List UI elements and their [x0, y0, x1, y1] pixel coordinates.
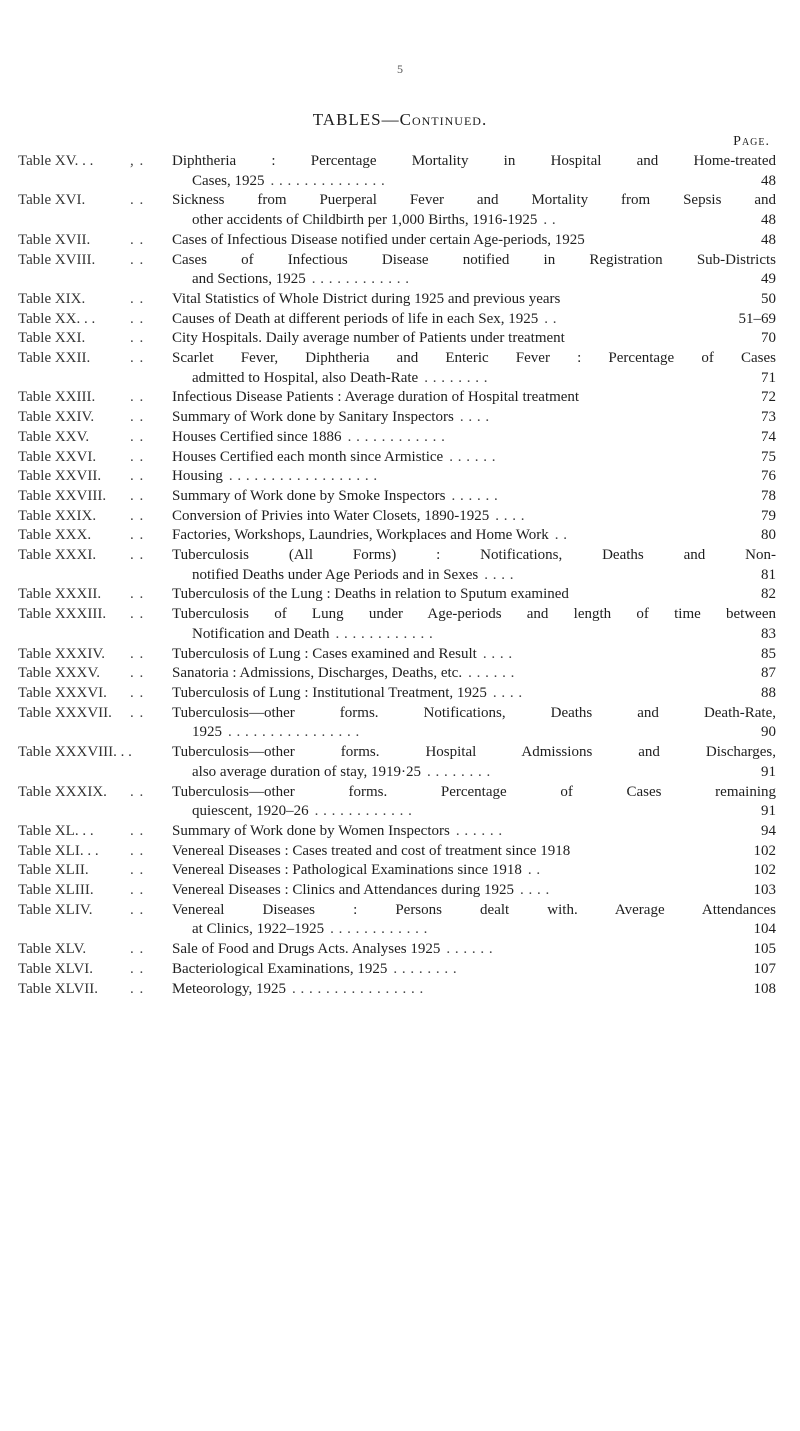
separator-dots: . .: [130, 428, 145, 445]
toc-entry: [18, 290, 776, 310]
toc-entry: [18, 408, 776, 428]
description-text: Meteorology, 1925: [172, 980, 287, 997]
page-number: 5: [397, 62, 403, 76]
table-number: Table XXII.: [18, 350, 91, 367]
table-number: Table XXXI.: [18, 547, 97, 564]
separator-dots: . .: [130, 645, 145, 662]
page-ref: 85: [761, 645, 776, 662]
description-line: [172, 861, 776, 881]
toc-entry: [18, 645, 776, 665]
table-number: Table XXXIII.: [18, 606, 107, 623]
separator-dots: . .: [130, 783, 145, 800]
separator-dots: . .: [130, 586, 145, 603]
toc-entry: [18, 191, 776, 230]
leader-dots: . . . .: [459, 409, 490, 426]
description-line: [172, 566, 776, 586]
table-number: Table XXXVIII. . .: [18, 744, 132, 761]
description-text: notified Deaths under Age Periods and in Sexes: [192, 566, 479, 583]
leader-dots: [579, 388, 732, 408]
description-text: City Hospitals. Daily average number of Patients under treatment: [172, 330, 565, 347]
table-number: Table XXIII.: [18, 389, 96, 406]
entry-description: [172, 546, 776, 585]
description-text: Sickness from Puerperal Fever and Mortality from Sepsis and: [172, 192, 776, 209]
description-line: [172, 802, 776, 822]
entry-description: [172, 881, 776, 901]
leader-dots: . . . . . .: [446, 941, 494, 958]
description-line: [172, 783, 776, 803]
table-number: Table XXXII.: [18, 586, 102, 603]
description-line: [172, 408, 776, 428]
leader-dots: . . . . . . . . . . . .: [335, 625, 434, 642]
leader-dots: [570, 842, 732, 862]
description-line: [172, 310, 776, 330]
table-number: Table XXX.: [18, 527, 92, 544]
page-ref: 108: [753, 980, 776, 997]
description-line: [172, 369, 776, 389]
description-line: [172, 329, 776, 349]
description-line: [172, 231, 776, 251]
leader-dots: . . . .: [520, 882, 550, 899]
description-text: Tuberculosis—other forms. Notifications, Deaths and Death-Rate,: [172, 704, 776, 721]
entry-description: [172, 960, 776, 980]
separator-dots: , .: [130, 153, 145, 169]
page-ref: 48: [761, 231, 776, 248]
entry-description: [172, 290, 776, 310]
entry-description: [172, 704, 776, 743]
separator-dots: . .: [130, 527, 145, 544]
leader-dots: . . . . . . . . . . . . . .: [270, 172, 386, 189]
separator-dots: . .: [130, 409, 145, 426]
description-line: [172, 842, 776, 862]
description-text: Venereal Diseases : Clinics and Attendances during 1925: [172, 882, 514, 899]
description-line: [172, 901, 776, 921]
leader-dots: . .: [554, 527, 568, 544]
leader-dots: . . . . . . . . . . . .: [314, 803, 413, 820]
page-ref: 81: [761, 566, 776, 583]
description-text: and Sections, 1925: [192, 271, 306, 288]
table-number: Table XVII.: [18, 231, 91, 248]
description-text: Scarlet Fever, Diphtheria and Enteric Fever : Percentage of Cases: [172, 350, 776, 367]
table-number: Table XXIV.: [18, 409, 95, 426]
page-ref: 88: [761, 684, 776, 701]
page-ref: 94: [761, 822, 776, 839]
page-ref: 107: [753, 960, 776, 977]
toc-entry: [18, 664, 776, 684]
leader-dots: . . . . . .: [449, 448, 496, 465]
leader-dots: . . . . . . . . . . . . . . . .: [292, 980, 424, 997]
description-text: Causes of Death at different periods of life in each Sex, 1925: [172, 310, 539, 327]
separator-dots: . .: [130, 901, 145, 918]
separator-dots: . .: [130, 192, 145, 209]
leader-dots: . . . . . .: [468, 665, 515, 682]
description-line: [172, 251, 776, 271]
separator-dots: . .: [130, 842, 145, 859]
description-text: Summary of Work done by Sanitary Inspectors: [172, 409, 454, 426]
entry-description: [172, 408, 776, 428]
separator-dots: . .: [130, 448, 145, 465]
leader-dots: . . . . . . . . . . . . . . . . . .: [228, 468, 378, 485]
toc-entry: [18, 507, 776, 527]
entry-description: [172, 487, 776, 507]
description-line: [172, 152, 776, 172]
description-text: Tuberculosis of the Lung : Deaths in relation to Sputum examined: [172, 586, 569, 603]
page-ref: 104: [753, 921, 776, 938]
entry-description: [172, 329, 776, 349]
page-heading: [0, 110, 800, 130]
description-line: [172, 172, 776, 192]
separator-dots: . .: [130, 547, 145, 564]
entry-description: [172, 251, 776, 290]
entry-description: [172, 507, 776, 527]
table-number: Table XV. . .: [18, 153, 94, 169]
toc-entry: [18, 231, 776, 251]
description-text: Tuberculosis of Lung under Age-periods and length of time between: [172, 606, 776, 623]
separator-dots: . .: [130, 684, 145, 701]
toc-entry: [18, 743, 776, 782]
description-line: [172, 625, 776, 645]
page-ref: 48: [761, 172, 776, 189]
separator-dots: . .: [130, 389, 145, 406]
page-ref: 79: [761, 507, 776, 524]
leader-dots: . . . . . . . . . . . .: [311, 271, 410, 288]
heading-main: TABLES—: [312, 110, 400, 129]
entry-description: [172, 783, 776, 822]
entry-description: [172, 605, 776, 644]
table-number: Table XVI.: [18, 192, 86, 209]
description-line: [172, 645, 776, 665]
description-line: [172, 507, 776, 527]
description-text: Conversion of Privies into Water Closets, 1890-1925: [172, 507, 490, 524]
leader-dots: . .: [544, 310, 558, 327]
description-text: Cases of Infectious Disease notified under certain Age-periods, 1925: [172, 231, 585, 248]
description-text: Tuberculosis of Lung : Cases examined and Result: [172, 645, 477, 662]
entry-description: [172, 152, 776, 191]
page-ref: 73: [761, 409, 776, 426]
entry-description: [172, 822, 776, 842]
leader-dots: . . . . . . . .: [426, 763, 491, 780]
page-ref: 72: [761, 389, 776, 406]
toc-entry: [18, 349, 776, 388]
page-ref: 103: [753, 882, 776, 899]
page-ref: 75: [761, 448, 776, 465]
leader-dots: [565, 329, 732, 349]
description-text: Vital Statistics of Whole District during 1925 and previous years: [172, 290, 561, 307]
description-line: [172, 526, 776, 546]
description-line: [172, 684, 776, 704]
page-ref: 102: [753, 862, 776, 879]
page-ref: 105: [753, 941, 776, 958]
page-ref: 51–69: [738, 310, 776, 327]
table-number: Table XXXIV.: [18, 645, 105, 662]
page-ref: 102: [753, 842, 776, 859]
entry-description: [172, 388, 776, 408]
entry-description: [172, 901, 776, 940]
description-line: [172, 448, 776, 468]
separator-dots: . .: [130, 231, 145, 248]
table-of-contents: [18, 152, 776, 999]
description-text: Factories, Workshops, Laundries, Workplaces and Home Work: [172, 527, 549, 544]
description-line: [172, 980, 776, 1000]
description-line: [172, 920, 776, 940]
description-line: [172, 704, 776, 724]
separator-dots: . .: [130, 665, 145, 682]
separator-dots: . .: [130, 487, 145, 504]
page-ref: 90: [761, 724, 776, 741]
description-text: Notification and Death: [192, 625, 330, 642]
toc-entry: [18, 251, 776, 290]
table-number: Table XX. . .: [18, 310, 96, 327]
entry-description: [172, 940, 776, 960]
description-text: Summary of Work done by Smoke Inspectors: [172, 487, 446, 504]
separator-dots: . .: [130, 980, 145, 997]
page-ref: 74: [761, 428, 776, 445]
page-ref: 50: [761, 290, 776, 307]
leader-dots: [569, 585, 732, 605]
description-text: Tuberculosis—other forms. Percentage of Cases remaining: [172, 783, 776, 800]
entry-description: [172, 743, 776, 782]
separator-dots: . .: [130, 882, 145, 899]
toc-entry: [18, 605, 776, 644]
separator-dots: . .: [130, 822, 145, 839]
page-ref: 48: [761, 212, 776, 229]
description-line: [172, 546, 776, 566]
table-number: Table XXIX.: [18, 507, 97, 524]
toc-entry: [18, 881, 776, 901]
toc-entry: [18, 526, 776, 546]
entry-description: [172, 664, 776, 684]
page-ref: 78: [761, 487, 776, 504]
page-ref: 82: [761, 586, 776, 603]
separator-dots: . .: [130, 330, 145, 347]
description-text: Bacteriological Examinations, 1925: [172, 960, 388, 977]
page-ref: 91: [761, 803, 776, 820]
leader-dots: . . . . . . . . . . . .: [330, 921, 428, 938]
description-line: [172, 881, 776, 901]
separator-dots: . .: [130, 507, 145, 524]
separator-dots: . .: [130, 941, 145, 958]
leader-dots: . . . .: [492, 684, 523, 701]
separator-dots: . .: [130, 310, 145, 327]
description-line: [172, 349, 776, 369]
description-line: [172, 940, 776, 960]
separator-dots: . .: [130, 704, 145, 721]
description-line: [172, 428, 776, 448]
toc-entry: [18, 861, 776, 881]
description-text: Cases of Infectious Disease notified in Registration Sub-Districts: [172, 251, 776, 268]
entry-description: [172, 980, 776, 1000]
description-text: 1925: [192, 724, 222, 741]
separator-dots: . .: [130, 290, 145, 307]
table-number: Table XLVII.: [18, 980, 99, 997]
description-text: Sanatoria : Admissions, Discharges, Deaths, etc.: [172, 665, 463, 682]
table-number: Table XL. . .: [18, 822, 94, 839]
description-line: [172, 723, 776, 743]
description-line: [172, 290, 776, 310]
leader-dots: [585, 231, 732, 251]
page-ref: 83: [761, 625, 776, 642]
toc-entry: [18, 152, 776, 191]
toc-entry: [18, 960, 776, 980]
page-ref: 71: [761, 369, 776, 386]
separator-dots: . .: [130, 468, 145, 485]
toc-entry: [18, 901, 776, 940]
leader-dots: . . . . . . . . . . . .: [347, 428, 446, 445]
table-number: Table XVIII.: [18, 251, 96, 268]
toc-entry: [18, 487, 776, 507]
table-number: Table XIX.: [18, 290, 86, 307]
description-text: Sale of Food and Drugs Acts. Analyses 1925: [172, 941, 441, 958]
page-ref: 80: [761, 527, 776, 544]
description-text: also average duration of stay, 1919·25: [192, 763, 421, 780]
entry-description: [172, 349, 776, 388]
page-ref: 70: [761, 330, 776, 347]
leader-dots: . . . . . . . .: [393, 960, 458, 977]
table-number: Table XLVI.: [18, 960, 94, 977]
table-number: Table XXXVII.: [18, 704, 112, 721]
toc-entry: [18, 684, 776, 704]
description-line: [172, 605, 776, 625]
description-text: Summary of Work done by Women Inspectors: [172, 822, 450, 839]
leader-dots: . . . .: [484, 566, 514, 583]
table-number: Table XLII.: [18, 862, 89, 879]
toc-entry: [18, 467, 776, 487]
toc-entry: [18, 980, 776, 1000]
table-number: Table XXVII.: [18, 468, 102, 485]
table-number: Table XLV.: [18, 941, 87, 958]
toc-entry: [18, 428, 776, 448]
toc-entry: [18, 388, 776, 408]
description-line: [172, 960, 776, 980]
description-line: [172, 763, 776, 783]
leader-dots: . . . . . .: [451, 487, 499, 504]
description-text: at Clinics, 1922–1925: [192, 921, 325, 938]
separator-dots: . .: [130, 606, 145, 623]
table-number: Table XXVI.: [18, 448, 97, 465]
description-line: [172, 822, 776, 842]
heading-continued: Continued.: [399, 110, 488, 129]
page-ref: 91: [761, 763, 776, 780]
description-text: Tuberculosis—other forms. Hospital Admissions and Discharges,: [172, 744, 776, 761]
table-number: Table XXXVI.: [18, 684, 107, 701]
toc-entry: [18, 704, 776, 743]
description-text: Tuberculosis (All Forms) : Notifications, Deaths and Non-: [172, 547, 776, 564]
description-line: [172, 467, 776, 487]
description-text: Venereal Diseases : Cases treated and cost of treatment since 1918: [172, 842, 571, 859]
description-text: Houses Certified each month since Armistice: [172, 448, 444, 465]
toc-entry: [18, 783, 776, 822]
table-number: Table XLIV.: [18, 901, 93, 918]
description-line: [172, 211, 776, 231]
description-text: Housing: [172, 468, 223, 485]
description-text: quiescent, 1920–26: [192, 803, 309, 820]
toc-entry: [18, 546, 776, 585]
description-text: other accidents of Childbirth per 1,000 Births, 1916-1925: [192, 212, 538, 229]
entry-description: [172, 191, 776, 230]
description-line: [172, 743, 776, 763]
page-ref: 87: [761, 665, 776, 682]
leader-dots: . . . . . .: [455, 822, 503, 839]
description-line: [172, 585, 776, 605]
separator-dots: . .: [130, 960, 145, 977]
entry-description: [172, 684, 776, 704]
description-text: Infectious Disease Patients : Average duration of Hospital treatment: [172, 389, 580, 406]
entry-description: [172, 842, 776, 862]
leader-dots: . .: [543, 212, 557, 229]
table-number: Table XXXV.: [18, 665, 100, 682]
page-column-label: Page.: [733, 134, 770, 149]
entry-description: [172, 310, 776, 330]
leader-dots: [560, 290, 732, 310]
description-text: Houses Certified since 1886: [172, 428, 342, 445]
toc-entry: [18, 585, 776, 605]
toc-entry: [18, 940, 776, 960]
toc-entry: [18, 329, 776, 349]
table-number: Table XXV.: [18, 428, 90, 445]
description-text: Venereal Diseases : Pathological Examinations since 1918: [172, 862, 522, 879]
entry-description: [172, 645, 776, 665]
description-line: [172, 270, 776, 290]
entry-description: [172, 526, 776, 546]
separator-dots: . .: [130, 862, 145, 879]
entry-description: [172, 585, 776, 605]
description-line: [172, 664, 776, 684]
table-number: Table XXXIX.: [18, 783, 107, 800]
entry-description: [172, 428, 776, 448]
toc-entry: [18, 310, 776, 330]
description-line: [172, 487, 776, 507]
leader-dots: . . . . . . . .: [424, 369, 488, 386]
entry-description: [172, 231, 776, 251]
separator-dots: . .: [130, 251, 145, 268]
entry-description: [172, 448, 776, 468]
leader-dots: . . . .: [482, 645, 513, 662]
page-ref: 49: [761, 271, 776, 288]
table-number: Table XXVIII.: [18, 487, 107, 504]
entry-description: [172, 467, 776, 487]
table-number: Table XLI. . .: [18, 842, 99, 859]
toc-entry: [18, 822, 776, 842]
description-text: Tuberculosis of Lung : Institutional Treatment, 1925: [172, 684, 487, 701]
description-line: [172, 388, 776, 408]
leader-dots: . . . .: [495, 507, 525, 524]
leader-dots: . . . . . . . . . . . . . . . .: [228, 724, 360, 741]
description-text: admitted to Hospital, also Death-Rate: [192, 369, 419, 386]
table-number: Table XXI.: [18, 330, 86, 347]
toc-entry: [18, 448, 776, 468]
description-text: Diphtheria : Percentage Mortality in Hospital and Home-treated: [172, 153, 776, 169]
separator-dots: . .: [130, 350, 145, 367]
page-ref: 76: [761, 468, 776, 485]
description-text: Venereal Diseases : Persons dealt with. Average Attendances: [172, 901, 776, 918]
entry-description: [172, 861, 776, 881]
description-text: Cases, 1925: [192, 172, 265, 189]
leader-dots: . .: [527, 862, 541, 879]
toc-entry: [18, 842, 776, 862]
description-line: [172, 191, 776, 211]
table-number: Table XLIII.: [18, 882, 94, 899]
